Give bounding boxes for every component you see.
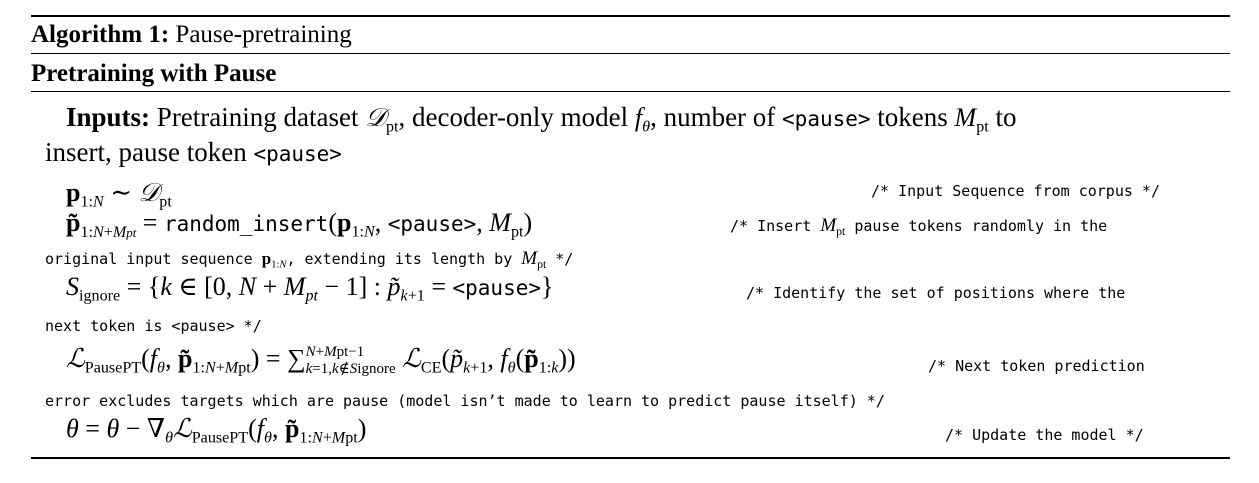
algorithm-title: Pause-pretraining	[175, 21, 352, 48]
random-insert-fn: random_insert	[163, 212, 329, 236]
pause-token: <pause>	[782, 107, 871, 131]
inputs-text-1: Pretraining dataset	[156, 102, 359, 132]
algorithm-label: Algorithm 1:	[31, 21, 170, 48]
step-3-equation: $S_{ignore} = \{k$ ∈ [0, $N + M_{pt} - 1$] : $p̃_{k+1}$ = <pause>}	[66, 272, 554, 305]
step-5-comment: /* Update the model */	[945, 426, 1144, 444]
top-rule	[31, 15, 1230, 17]
step-2-equation: $p̃_{1:N+Mpt}$ = $random\_insert(p_{1:N}$, <pause>, $M_{pt}$)	[66, 208, 533, 241]
inputs-line-2	[45, 136, 342, 170]
step-4-comment-cont: error excludes targets which are pause (model isn’t made to learn to predict pause itself) */	[45, 392, 885, 410]
inputs-text-6: insert, pause token	[45, 137, 247, 167]
pause-token: <pause>	[253, 142, 342, 166]
step-3-comment: /* Identify the set of positions where the	[746, 284, 1126, 302]
inputs-text-3: number of	[663, 102, 776, 132]
model-symbol: $f_\theta$	[634, 103, 651, 136]
step-5-equation: $\theta = \theta - \nabla_\theta ℒ_{PausePT}(f_\theta$, $p̃_{1:N+Mpt}$)	[66, 414, 367, 447]
section-rule	[31, 91, 1230, 92]
step-2-comment-1: /* Insert	[730, 217, 812, 235]
section-heading: Pretraining with Pause	[31, 60, 277, 87]
pause-token: <pause>	[387, 212, 477, 236]
step-1-equation: $p_{1:N}$ ∼ 𝒟$_{pt}$	[66, 178, 172, 211]
step-4-equation: $ℒ_{PausePT}(f_\theta$, $p̃_{1:N+Mpt}$) = ∑ N+Mpt−1 k=1,k∉Signore $ℒ_{CE}(p̃_{k+1}$, $f_\theta(p̃_{1:k})$)	[66, 344, 576, 378]
inputs-text-2: decoder-only model	[412, 102, 629, 132]
step-4-comment: /* Next token prediction	[928, 357, 1145, 375]
step-2-comment: /* Insert $M_{pt}$ pause tokens randomly in the	[730, 215, 1108, 239]
dataset-symbol: 𝒟$_{pt}$	[365, 103, 399, 136]
mpt-symbol: $M_{pt}$	[954, 103, 989, 136]
step-1-comment: /* Input Sequence from corpus */	[871, 182, 1160, 200]
step-3-comment-cont: next token is <pause> */	[45, 317, 262, 335]
inputs-label: Inputs:	[66, 102, 151, 132]
step-2-comment-2: pause tokens randomly in the	[854, 217, 1108, 235]
algorithm-caption	[31, 20, 352, 50]
step-2-comment-3: original input sequence	[45, 250, 253, 268]
step-2-comment-5: */	[555, 250, 574, 268]
step-2-comment-4: , extending its length by	[286, 250, 513, 268]
title-rule	[31, 53, 1230, 54]
inputs-text-5: to	[995, 102, 1017, 132]
inputs-line-1: Inputs: Pretraining dataset 𝒟$_{pt}$, decoder-only model $f_\theta$, number of <pause> tokens $M_{pt}$ to	[66, 102, 1017, 136]
step-2-comment-cont: original input sequence $p_{1:N}$, extending its length by $M_{pt}$ */	[45, 248, 574, 272]
bottom-rule	[31, 457, 1230, 459]
inputs-text-4: tokens	[877, 102, 948, 132]
pause-token: <pause>	[452, 276, 542, 300]
